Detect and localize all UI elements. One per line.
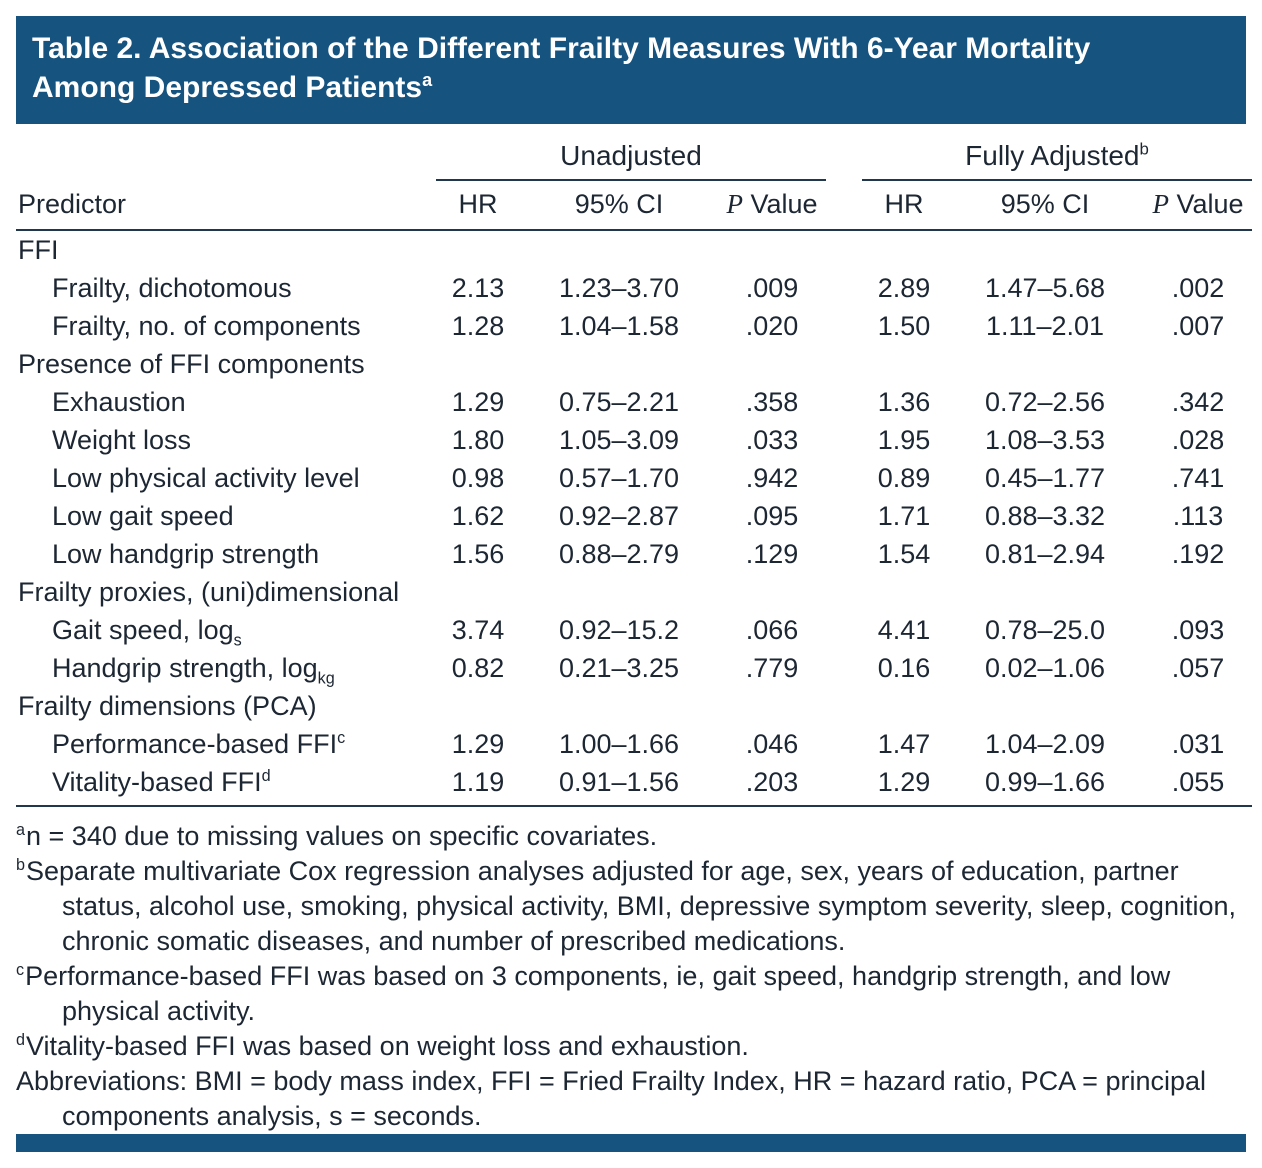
predictor-cell: Frailty, dichotomous [52, 272, 292, 303]
gap-cell [826, 180, 862, 230]
ci-value: 0.81–2.94 [984, 538, 1106, 569]
gap-cell [826, 269, 862, 307]
title-superscript: a [422, 70, 433, 90]
hr-value: 1.71 [877, 500, 931, 531]
gap-cell [826, 421, 862, 459]
table-row [16, 383, 1252, 421]
hr-value: 1.54 [877, 538, 931, 569]
hr-value: 2.13 [451, 272, 505, 303]
p-value: .779 [745, 652, 799, 683]
hr-value: 1.29 [451, 728, 505, 759]
log-subscript: kg [317, 668, 335, 687]
pvalue-column-header-unadjusted: P Value [718, 180, 826, 230]
log-subscript: s [233, 630, 242, 649]
table-row [16, 611, 1252, 649]
ci-value: 0.57–1.70 [558, 462, 680, 493]
hr-value: 1.95 [877, 424, 931, 455]
ci-value: 0.45–1.77 [984, 462, 1106, 493]
group-label: Frailty proxies, (uni)dimensional [18, 576, 400, 607]
hr-value: 1.47 [877, 728, 931, 759]
ci-value: 0.78–25.0 [984, 614, 1106, 645]
hr-column-header-adjusted: HR [862, 180, 946, 230]
spacer-cell [16, 138, 436, 180]
p-value: .129 [745, 538, 799, 569]
gap-cell [826, 725, 862, 763]
footnote-abbreviations: Abbreviations: BMI = body mass index, FFI = Fried Frailty Index, HR = hazard ratio, PCA = principal components analysis, s = seconds. [16, 1066, 1207, 1132]
footnote-marker: a [16, 820, 26, 839]
p-value: .942 [745, 462, 799, 493]
footnote-marker: d [16, 1031, 26, 1050]
table-row [16, 307, 1252, 345]
gap-cell [826, 535, 862, 573]
predictor-cell: Exhaustion [52, 386, 186, 417]
ci-value: 1.04–2.09 [984, 728, 1106, 759]
predictor-cell: Frailty, no. of components [52, 310, 361, 341]
hr-value: 1.50 [877, 310, 931, 341]
footnote-marker: c [337, 728, 346, 747]
p-value: .009 [745, 272, 799, 303]
table-row [16, 269, 1252, 307]
hr-value: 1.19 [436, 763, 520, 806]
group-row-ffi [16, 230, 1252, 269]
results-table [16, 138, 1252, 807]
ci-value: 0.75–2.21 [558, 386, 680, 417]
group-row-frailty-proxies [16, 573, 1252, 611]
p-value: .055 [1144, 763, 1252, 806]
group-row-frailty-dimensions [16, 687, 1252, 725]
table-row [16, 459, 1252, 497]
gap-cell [826, 138, 862, 180]
hr-value: 3.74 [451, 614, 505, 645]
ci-value: 0.91–1.56 [520, 763, 718, 806]
ci-value: 0.88–3.32 [984, 500, 1106, 531]
predictor-cell: Low gait speed [52, 500, 234, 531]
hr-value: 1.36 [877, 386, 931, 417]
table-title-line2: Among Depressed Patients$^a$ [32, 70, 433, 104]
p-value: .033 [745, 424, 799, 455]
ci-value: 1.00–1.66 [558, 728, 680, 759]
hr-value: 0.89 [877, 462, 931, 493]
ci-value: 1.04–1.58 [558, 310, 680, 341]
table-title-line1: Table 2. Association of the Different Frailty Measures With 6-Year Mortality [32, 32, 1091, 65]
ci-value: 0.92–2.87 [558, 500, 680, 531]
table-title-bar [16, 16, 1246, 124]
hr-value: 0.16 [877, 652, 931, 683]
predictor-cell: Handgrip strength, $\log_{kg}$ [52, 652, 335, 687]
pvalue-column-header-adjusted: P Value [1144, 180, 1252, 230]
predictor-cell: Low physical activity level [52, 462, 360, 493]
unadjusted-group-header: Unadjusted [436, 138, 826, 180]
table-row [16, 421, 1252, 459]
bottom-rule-bar [16, 1134, 1246, 1152]
gap-cell [826, 383, 862, 421]
hr-value: 2.89 [877, 272, 931, 303]
ci-value: 1.47–5.68 [984, 272, 1106, 303]
ci-value: 0.88–2.79 [558, 538, 680, 569]
ci-value: 1.08–3.53 [984, 424, 1106, 455]
table-row [16, 763, 1252, 806]
footnote-a: $^a$n = 340 due to missing values on specific covariates. [16, 820, 658, 851]
footnote-marker: c [16, 960, 25, 979]
predictor-cell: Low handgrip strength [52, 538, 320, 569]
gap-cell [826, 497, 862, 535]
table-row [16, 497, 1252, 535]
table-row [16, 535, 1252, 573]
table-container [16, 124, 1246, 807]
p-value: .741 [1171, 462, 1225, 493]
gap-cell [826, 611, 862, 649]
hr-column-header-unadjusted: HR [436, 180, 520, 230]
ci-value: 0.21–3.25 [558, 652, 680, 683]
p-value: .020 [745, 310, 799, 341]
p-value: .095 [745, 500, 799, 531]
ci-value: 0.92–15.2 [558, 614, 680, 645]
predictor-cell: Weight loss [52, 424, 192, 455]
ci-value: 1.23–3.70 [558, 272, 680, 303]
table-title [32, 29, 1226, 107]
hr-value: 1.62 [451, 500, 505, 531]
predictor-cell: Gait speed, $\log_s$ [52, 614, 242, 649]
hr-value: 0.82 [451, 652, 505, 683]
footnotes [16, 807, 1246, 1135]
p-value: .046 [745, 728, 799, 759]
hr-value: 1.29 [451, 386, 505, 417]
ci-value: 0.72–2.56 [984, 386, 1106, 417]
hr-value: 0.98 [451, 462, 505, 493]
hr-value: 1.29 [862, 763, 946, 806]
p-value: .007 [1171, 310, 1225, 341]
p-value: .203 [718, 763, 826, 806]
ci-value: 0.99–1.66 [946, 763, 1144, 806]
predictor-cell: Performance-based FFI$^c$ [52, 728, 346, 759]
gap-cell [826, 649, 862, 687]
column-header-row [16, 180, 1252, 230]
p-value: .358 [745, 386, 799, 417]
footnote-marker: d [261, 766, 271, 785]
p-value: .057 [1171, 652, 1225, 683]
group-row-ffi-components [16, 345, 1252, 383]
fully-adjusted-superscript: b [1139, 139, 1149, 159]
p-value: .031 [1171, 728, 1225, 759]
ci-value: 1.11–2.01 [985, 310, 1105, 341]
ci-value: 1.05–3.09 [558, 424, 680, 455]
p-value: .066 [745, 614, 799, 645]
fully-adjusted-group-header: Fully Adjusted$^b$ [862, 138, 1252, 180]
group-label: FFI [18, 234, 59, 265]
group-label: Frailty dimensions (PCA) [18, 690, 317, 721]
p-value: .028 [1171, 424, 1225, 455]
table-row [16, 725, 1252, 763]
hr-value: 4.41 [877, 614, 931, 645]
gap-cell [826, 459, 862, 497]
column-group-header-row [16, 138, 1252, 180]
ci-column-header-adjusted: 95% CI [946, 180, 1144, 230]
p-value: .093 [1171, 614, 1225, 645]
p-value: .342 [1171, 386, 1225, 417]
p-value: .113 [1172, 500, 1224, 531]
footnote-d: $^d$Vitality-based FFI was based on weight loss and exhaustion. [16, 1031, 749, 1062]
hr-value: 1.80 [451, 424, 505, 455]
ci-value: 0.02–1.06 [984, 652, 1106, 683]
predictor-cell: Vitality-based FFI$^d$ [16, 763, 436, 806]
table-row [16, 649, 1252, 687]
ci-column-header-unadjusted: 95% CI [520, 180, 718, 230]
footnote-marker: b [16, 855, 26, 874]
gap-cell [826, 763, 862, 806]
group-label: Presence of FFI components [18, 348, 365, 379]
p-value: .192 [1171, 538, 1225, 569]
footnote-c: $^c$Performance-based FFI was based on 3 components, ie, gait speed, handgrip strength, and low physical activity. [16, 960, 1171, 1026]
footnote-b: $^b$Separate multivariate Cox regression analyses adjusted for age, sex, years of education, partner status, alcohol use, smoking, physical activity, BMI, depressive symptom severity, sleep, cognition, chronic somatic diseases, and number of prescribed medications. [16, 855, 1236, 956]
predictor-column-header: Predictor [16, 180, 436, 230]
p-value: .002 [1171, 272, 1225, 303]
hr-value: 1.28 [451, 310, 505, 341]
hr-value: 1.56 [451, 538, 505, 569]
gap-cell [826, 307, 862, 345]
